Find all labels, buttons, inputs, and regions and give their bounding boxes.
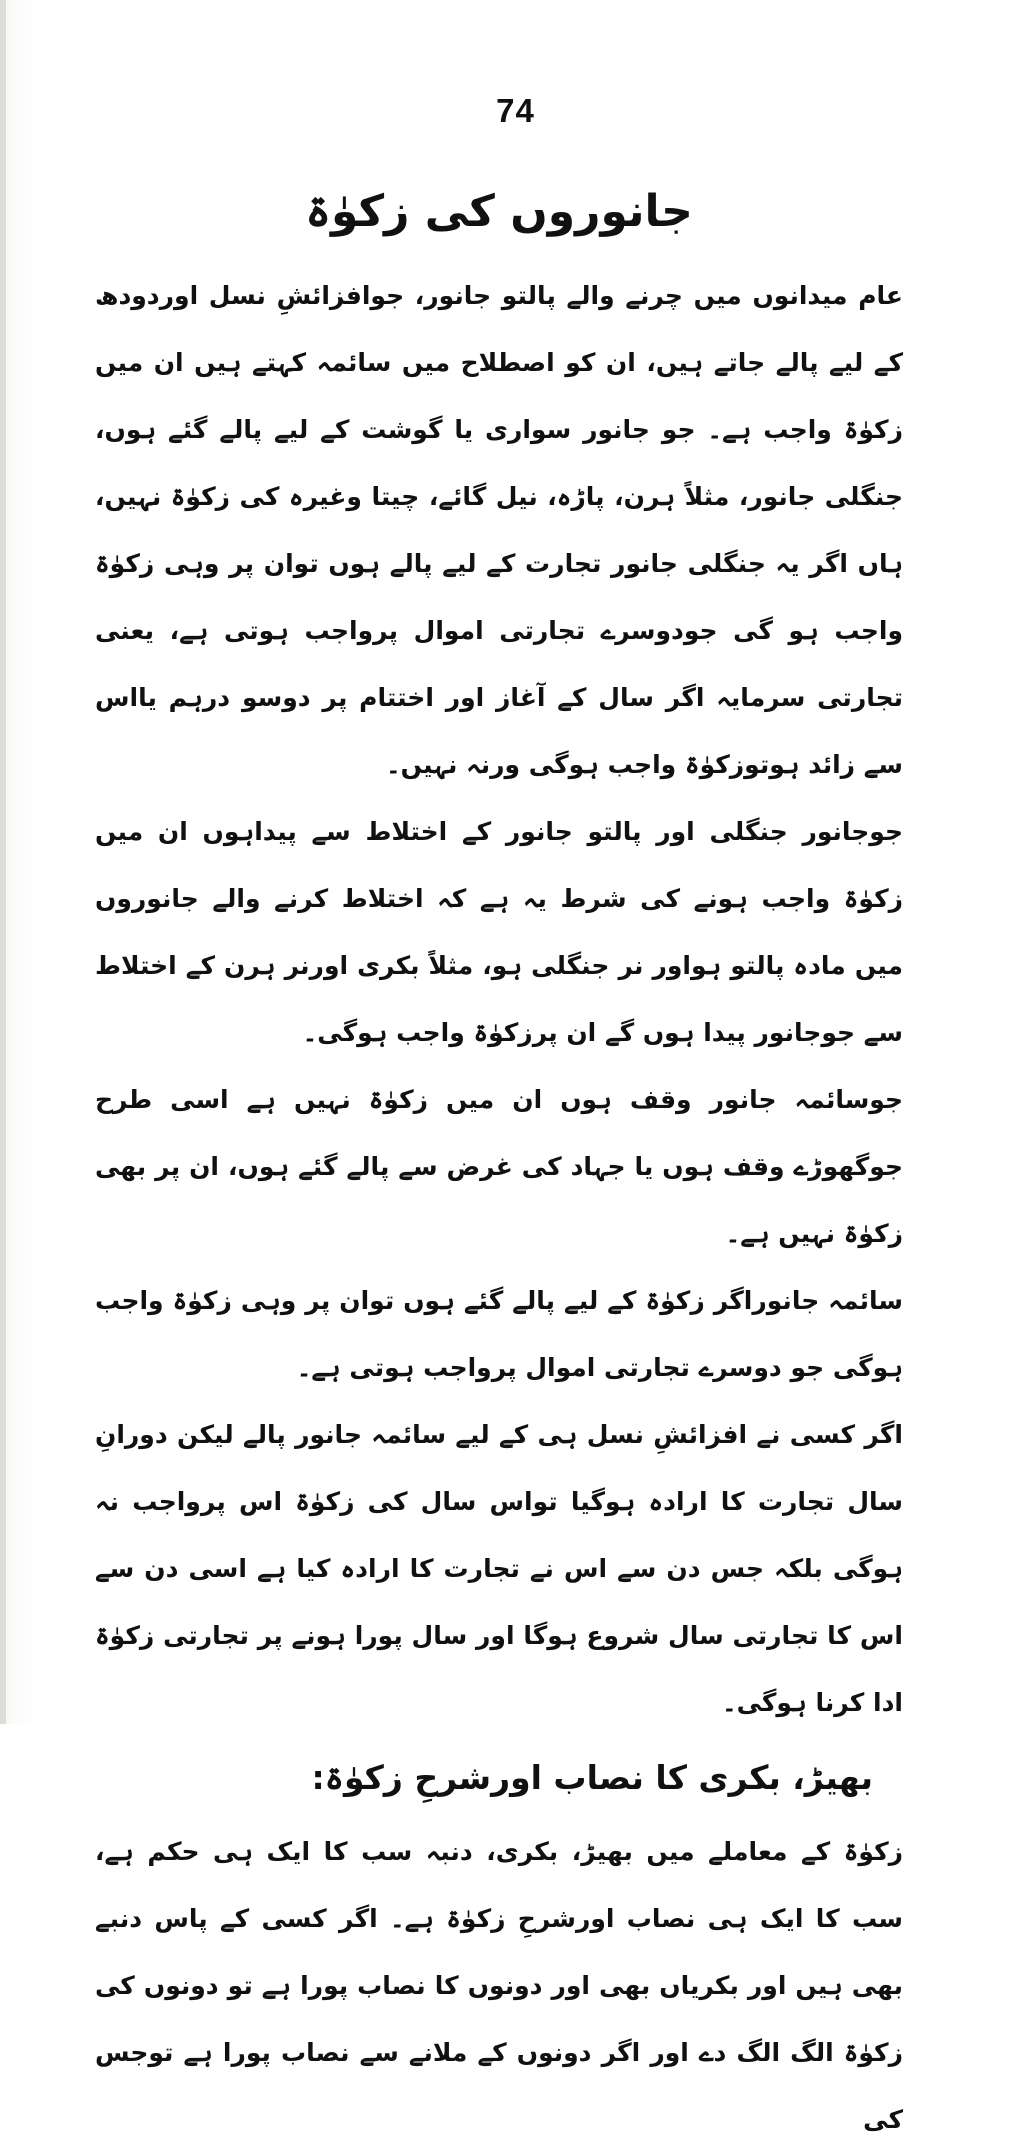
paragraph-hybrid-animals: جوجانور جنگلی اور پالتو جانور کے اختلاط سے پیداہوں ان میں زکوٰۃ واجب ہونے کی شرط یہ ہے کہ اختلاط کرنے والے جانوروں میں مادہ پالتو ہواور نر جنگلی ہو، مثلاً بکری اورنر ہرن کے اختلاط سے جوجانور پیدا ہوں گے ان پرزکوٰۃ واجب ہوگی۔ [95,817,903,1047]
paragraph-waqf-animals: جوسائمہ جانور وقف ہوں ان میں زکوٰۃ نہیں ہے اسی طرح جوگھوڑے وقف ہوں یا جہاد کی غرض سے پالے گئے ہوں، ان پر بھی زکوٰۃ نہیں ہے۔ [95,1085,903,1248]
paragraph-intent-change: اگر کسی نے افزائشِ نسل ہی کے لیے سائمہ جانور پالے لیکن دورانِ سال تجارت کا ارادہ ہوگیا تواس سال کی زکوٰۃ اس پرواجب نہ ہوگی بلکہ جس دن سے اس نے تجارت کا ارادہ کیا ہے اسی دن سے اس کا تجارتی سال شروع ہوگا اور سال پورا ہونے پر تجارتی زکوٰۃ ادا کرنا ہوگی۔ [95,1420,903,1717]
page-scan-edge [0,0,6,1724]
chapter-heading: جانوروں کی زکوٰۃ [305,186,693,237]
page-number: 74 [496,92,535,129]
paragraph-sheep-goat-nisab: زکوٰۃ کے معاملے میں بھیڑ، بکری، دنبہ سب کا ایک ہی حکم ہے، سب کا ایک ہی نصاب اورشرحِ زکوٰۃ ہے۔ اگر کسی کے پاس دنبے بھی ہیں اور بکریاں بھی اور دونوں کا نصاب پورا ہے تو دونوں کی زکوٰۃ الگ الگ دے اور اگر دونوں کے ملانے سے نصاب پورا ہے توجس کی [95,1837,903,2134]
paragraph-trade-animals: سائمہ جانوراگر زکوٰۃ کے لیے پالے گئے ہوں توان پر وہی زکوٰۃ واجب ہوگی جو دوسرے تجارتی اموال پرواجب ہوتی ہے۔ [95,1286,903,1382]
page-content [95,180,903,2153]
section-subheading: بھیڑ، بکری کا نصاب اورشرحِ زکوٰۃ: [311,1758,873,1797]
paragraph-sayma-animals: عام میدانوں میں چرنے والے پالتو جانور، جوافزائشِ نسل اوردودھ کے لیے پالے جاتے ہیں، ان کو اصطلاح میں سائمہ کہتے ہیں ان میں زکوٰۃ واجب ہے۔ جو جانور سواری یا گوشت کے لیے پالے گئے ہوں، جنگلی جانور، مثلاً ہرن، پاڑہ، نیل گائے، چیتا وغیرہ کی زکوٰۃ نہیں، ہاں اگر یہ جنگلی جانور تجارت کے لیے پالے ہوں توان پر وہی زکوٰۃ واجب ہو گی جودوسرے تجارتی اموال پرواجب ہوتی ہے، یعنی تجارتی سرمایہ اگر سال کے آغاز اور اختتام پر دوسو درہم یااس سے زائد ہوتوزکوٰۃ واجب ہوگی ورنہ نہیں۔ [95,281,903,779]
